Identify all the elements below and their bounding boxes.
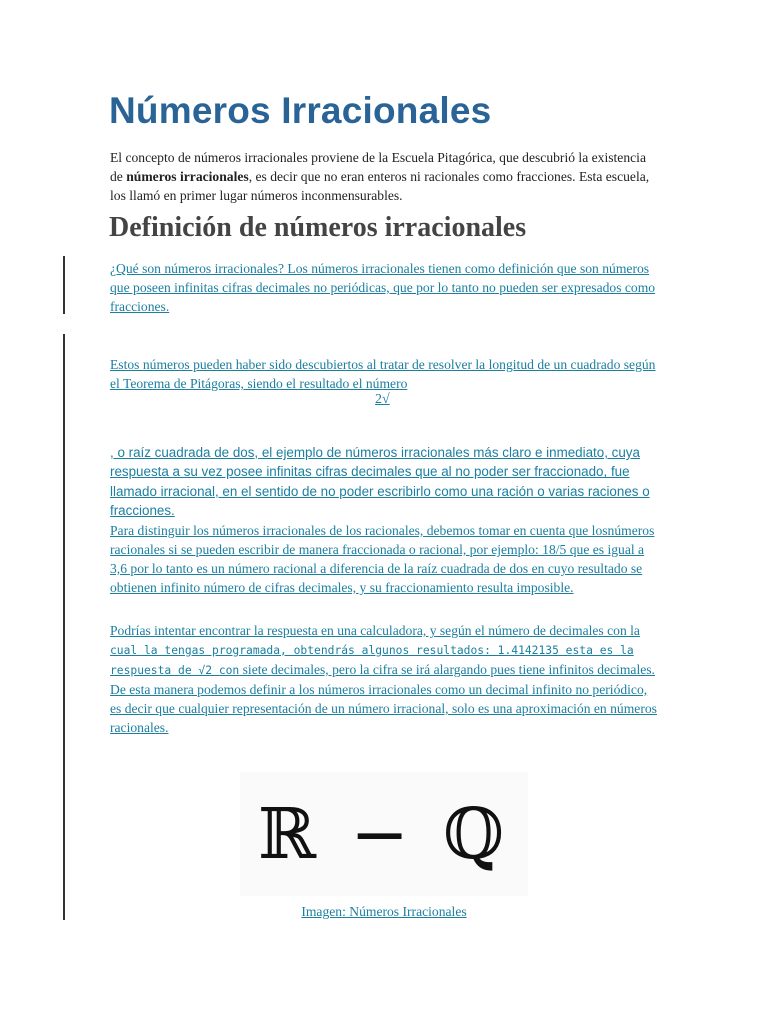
square-root-paragraph xyxy=(110,443,660,520)
intro-paragraph xyxy=(110,148,655,205)
intro-bold-term: números irracionales xyxy=(126,169,249,184)
definition-link[interactable]: ¿Qué son números irracionales? Los números irracionales tienen como definición que son números que poseen infinitas cifras decimales no periódicas, que por lo tanto no pueden ser expresados como fracciones. xyxy=(110,261,656,314)
pythagoras-link[interactable]: Estos números pueden haber sido descubiertos al tratar de resolver la longitud de un cuadrado según el Teorema de Pitágoras, siendo el resultado el número xyxy=(110,357,656,391)
calculator-link[interactable] xyxy=(110,623,657,735)
pythagoras-paragraph xyxy=(110,355,658,393)
definition-paragraph xyxy=(110,259,658,316)
real-minus-rational-formula: ℝ − ℚ xyxy=(257,793,511,875)
intro-text: , es decir que no eran enteros ni racionales como fracciones. Esta escuela, los llamó en primer lugar números inconmensurables. xyxy=(110,169,650,203)
image-caption xyxy=(0,904,768,920)
page-title: Números Irracionales xyxy=(109,90,492,131)
distinguish-link[interactable]: Para distinguir los números irracionales de los racionales, debemos tomar en cuenta que losnúmeros racionales si se pueden escribir de manera fraccionada o racional, por ejemplo: 18/5 que es igual a 3,6 por lo tanto es un número racional a diferencia de la raíz cuadrada de dos en cuyo resultado se obtienen infinito número de cifras decimales, y su fraccionamiento resulta imposible. xyxy=(110,523,655,595)
distinguish-paragraph xyxy=(110,521,658,597)
left-margin-bar xyxy=(63,256,65,314)
section-heading: Definición de números irracionales xyxy=(109,212,527,243)
calculator-text: siete decimales, pero la cifra se irá alargando pues tiene infinitos decimales. De esta manera podemos definir a los números irracionales como un decimal infinito no periódico, es decir que cualquier representación de un número irracional, solo es una aproximación en números racionales. xyxy=(110,662,657,735)
calculator-result-text: cual la tengas programada, obtendrás algunos resultados: 1.4142135 esta es la respuesta de √2 con xyxy=(110,644,634,677)
square-root-link[interactable]: , o raíz cuadrada de dos, el ejemplo de números irracionales más claro e inmediato, cuya respuesta a su vez posee infinitas cifras decimales que al no poder ser fraccionado, fue llamado irracional, en el sentido de no poder escribirlo como una ración o varias raciones o fracciones. xyxy=(110,445,650,518)
left-margin-bar xyxy=(63,334,65,920)
intro-text: El concepto de números irracionales proviene de la Escuela Pitagórica, que descubrió la existencia de xyxy=(110,150,646,184)
calculator-paragraph xyxy=(110,621,658,737)
calculator-text: Podrías intentar encontrar la respuesta en una calculadora, y según el número de decimales con la xyxy=(110,623,640,638)
sqrt-two-symbol[interactable]: 2√ xyxy=(375,392,390,407)
formula-image xyxy=(240,772,528,896)
image-caption-link[interactable]: Imagen: Números Irracionales xyxy=(301,904,467,919)
